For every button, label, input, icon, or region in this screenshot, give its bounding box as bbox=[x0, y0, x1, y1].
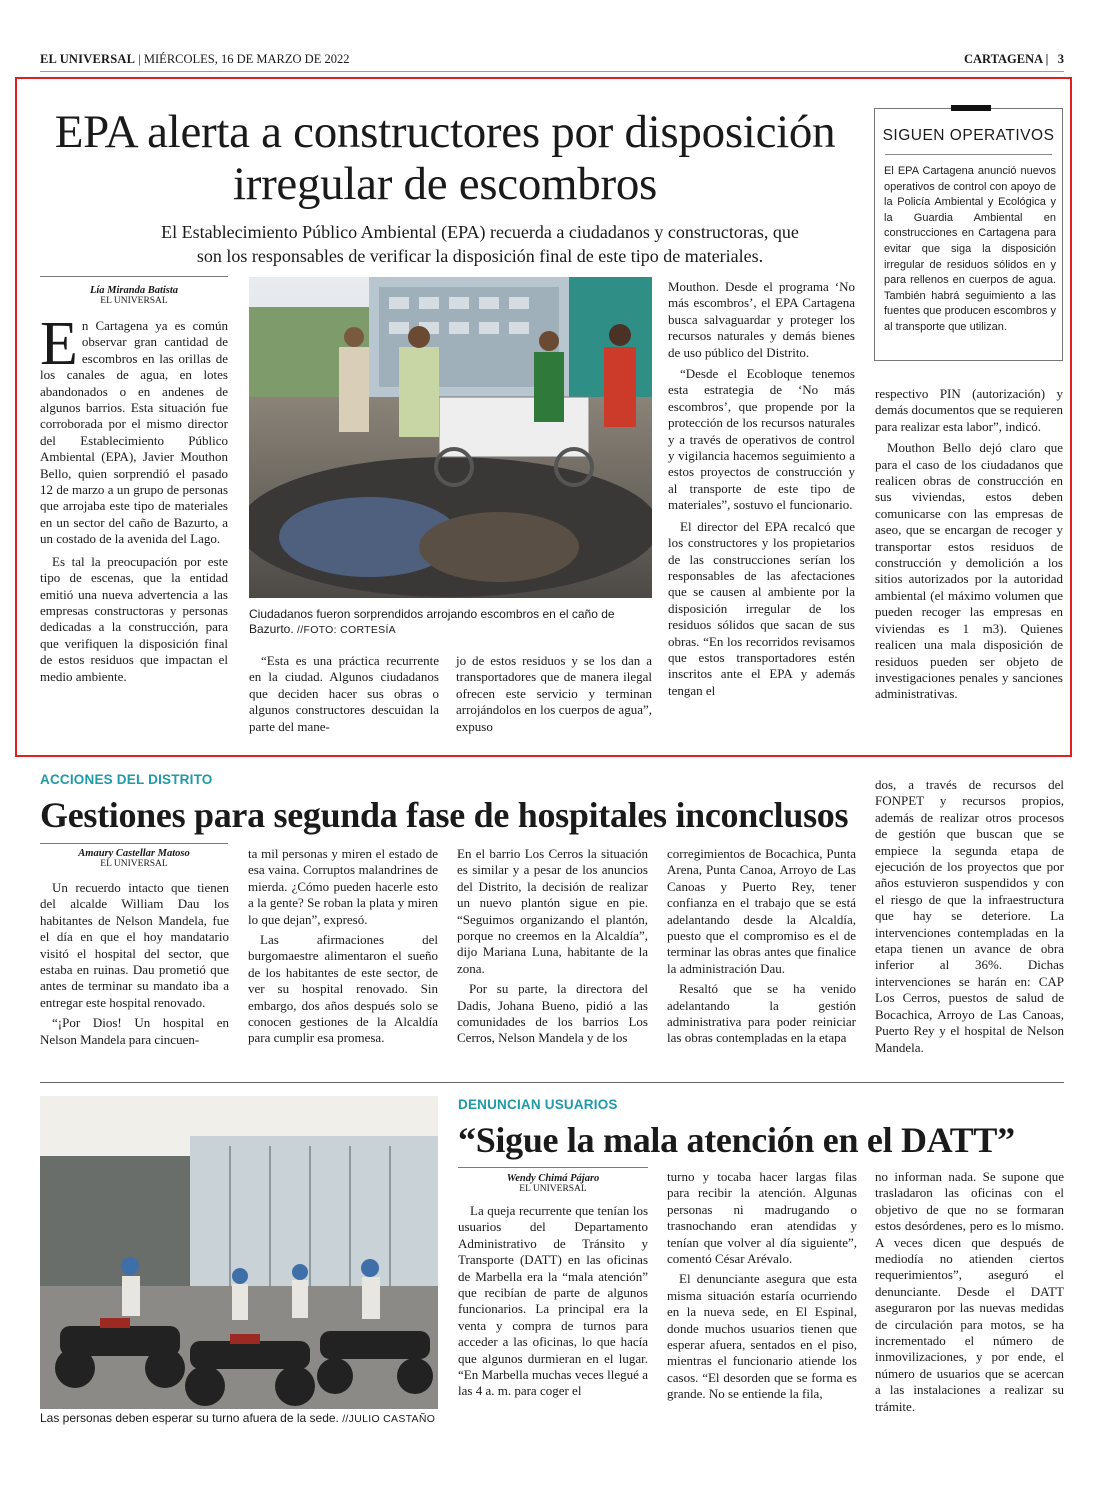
article2-paragraph: Resaltó que se ha venido adelantando la gestión administrativa para poder reiniciar las obras contempladas en la etapa bbox=[667, 981, 856, 1046]
article3-paragraph: no informan nada. Se supone que trasladaron las oficinas con el objetivo de que no se formaran estos desórdenes, pero es lo mismo. A veces dicen que después de mediodía no atienden ciertos requerimientos”, aseguró el denunciante. Desde el DATT aseguraron por las nuevas medidas de circulación para motos, se ha incrementado el número de inmovilizaciones, y por ende, el número de usuarios que se acercan a las instalaciones a realizar su trámite. bbox=[875, 1169, 1064, 1414]
masthead-divider: | bbox=[138, 52, 144, 66]
article1-paragraph: Mouthon. Desde el programa ‘No más escombros’, el EPA Cartagena busca salvaguardar y proteger los recursos naturales y demás bienes de uso público del Distrito. bbox=[668, 279, 855, 360]
caption-text: Las personas deben esperar su turno afuera de la sede. bbox=[40, 1411, 339, 1425]
masthead-left bbox=[40, 52, 349, 67]
drop-cap: E bbox=[40, 310, 78, 378]
masthead-rule bbox=[40, 71, 1064, 72]
article2-paragraph: corregimientos de Bocachica, Punta Arena, Punta Canoa, Arroyo de Las Canoas y Puerto Rey, tener confianza en el trabajo que se está adelantando desde la Alcaldía, puesto que el compromiso es el de terminar las obras antes que finalice la administración Dau. bbox=[667, 846, 856, 976]
article1-byline bbox=[40, 285, 228, 307]
article3-headline: “Sigue la mala atención en el DATT” bbox=[458, 1120, 1015, 1160]
article2-column-3 bbox=[457, 846, 648, 1047]
author-name: Wendy Chimá Pájaro bbox=[506, 1173, 600, 1184]
article3-paragraph: El denunciante asegura que esta misma situación estaría ocurriendo en la nueva sede, en El Espinal, donde muchos usuarios tienen que esperar afuera, sentados en el piso, mientras el funcionario atiende los casos. “El desorden que se forma es grande. No se entiende la fila, bbox=[667, 1271, 857, 1402]
photo-credit: //JULIO CASTAÑO bbox=[342, 1413, 436, 1425]
paragraph-text: n Cartagena ya es común observar gran cantidad de escombros en las orillas de los canales de agua, en lotes abandonados o en andenes de algunos barrios. Esta situación fue corroborada por el mismo director del Establecimiento Público Ambiental (EPA), Javier Mouthon Bello, quien sorprendió el pasado 12 de marzo a un grupo de personas que arrojaba este tipo de materiales en un sector del caño de Bazurto, a un costado de la avenida del Lago. bbox=[40, 318, 228, 547]
article2-paragraph: Un recuerdo intacto que tienen del alcalde William Dau los habitantes de Nelson Mandela, fue el día en que el hoy mandatario visitó el hospital del sector, que estaba en ruinas. Dau prometió que antes de terminar su mandato iba a entregar este hospital renovado. bbox=[40, 880, 229, 1010]
article2-column-4 bbox=[667, 846, 856, 1047]
article2-paragraph: En el barrio Los Cerros la situación es similar y a pesar de los anuncios del Distrito, la decisión de realizar un nuevo plantón sigue en pie. “Seguimos organizando el plantón, porque no creemos en la Alcaldía”, dijo Mariana Luna, habitante de la zona. bbox=[457, 846, 648, 976]
article1-column-1 bbox=[40, 310, 228, 685]
article1-photo-caption bbox=[249, 607, 652, 638]
article1-paragraph: respectivo PIN (autorización) y demás documentos que se requieren para realizar esta labor”, indicó. bbox=[875, 386, 1063, 434]
article2-paragraph: ta mil personas y miren el estado de esa vaina. Corruptos malandrines de mierda. ¿Cómo pueden hacerle esto a la gente? Se roban la plata y miren lo que dejan”, expresó. bbox=[248, 846, 438, 927]
article1-column-2 bbox=[249, 653, 439, 735]
article3-byline bbox=[458, 1173, 648, 1195]
article1-column-5 bbox=[875, 386, 1063, 703]
issue-date: MIÉRCOLES, 16 DE MARZO DE 2022 bbox=[143, 52, 350, 66]
article3-paragraph: turno y tocaba hacer largas filas para recibir la atención. Algunas personas ni madrugando o trasnochando eran atendidas y tenían que volver al día siguiente”, comentó César Arévalo. bbox=[667, 1169, 857, 1267]
article2-paragraph: “¡Por Dios! Un hospital en Nelson Mandela para cincuen- bbox=[40, 1015, 229, 1047]
byline-rule bbox=[458, 1167, 648, 1168]
sidebar-accent-bar bbox=[951, 105, 991, 111]
section-name: CARTAGENA bbox=[963, 52, 1043, 66]
article1-paragraph: El director del EPA recalcó que los constructores y los propietarios de las construcciones serían los responsables de las afectaciones que se causen al ambiente por la disposición irregular de los residuos sólidos que sacan de sus obras. “En los recorridos revisamos que estos transportadores estén inscritos ante el EPA y además tengan el bbox=[668, 518, 855, 698]
article2-column-5 bbox=[875, 777, 1064, 1056]
page-number: 3 bbox=[1057, 52, 1064, 66]
article3-paragraph: La queja recurrente que tenían los usuarios del Departamento Administrativo de Tránsito y Transporte (DATT) en las oficinas de Marbella era la “mala atención” que recibían de parte de algunos funcionarios. La principal era la venta y compra de turnos para acceder a las oficinas, lo que hacía que algunos durmieran en el lugar. “En Marbella muchas veces llegué a las 4 a. m. para coger el bbox=[458, 1203, 648, 1399]
author-name: Lía Miranda Batista bbox=[89, 285, 179, 296]
masthead bbox=[40, 52, 1064, 70]
article2-paragraph: dos, a través de recursos del FONPET y recursos propios, además de realizar otros procesos de gestión que buscan que se empiece la segunda etapa de ejecución de los proyectos que por años estuvieron suspendidos y con el riesgo de que la infraestructura que hay se deteriore. La intervenciones contempladas en la etapa tienen un avance de obra inferior al 36%. Dichas intervenciones se harán en: CAP Los Cerros, puestos de salud de Bocachica, Arroyo de Las Canoas, Puerto Rey y el hospital de Nelson Mandela. bbox=[875, 777, 1064, 1055]
article2-paragraph: Las afirmaciones del burgomaestre alimentaron el sueño de los habitantes de este sector, de ver su hospital renovado. Sin embargo, dos años después solo se conocen gestiones de la Alcaldía para cumplir esa promesa. bbox=[248, 932, 438, 1046]
escombros-photo-illustration bbox=[249, 277, 652, 598]
author-org: EL UNIVERSAL bbox=[519, 1184, 587, 1194]
article1-column-3 bbox=[456, 653, 652, 735]
article3-photo-caption bbox=[40, 1411, 460, 1427]
article1-paragraph: “Esta es una práctica recurrente en la ciudad. Algunos ciudadanos que deciden hacer sus obras o algunos constructores descuidan la parte del mane- bbox=[249, 653, 439, 734]
author-org: EL UNIVERSAL bbox=[100, 296, 168, 306]
article1-deck: El Establecimiento Público Ambiental (EPA) recuerda a ciudadanos y constructoras, que son los responsables de verificar la disposición final de este tipo de materiales. bbox=[161, 222, 799, 266]
article1-photo bbox=[249, 277, 652, 598]
article3-column-3 bbox=[875, 1169, 1064, 1415]
photo-credit: //FOTO: CORTESÍA bbox=[297, 624, 396, 636]
article2-column-2 bbox=[248, 846, 438, 1047]
article1-paragraph: jo de estos residuos y se los dan a transportadores que de manera ilegal ofrecen este servicio y terminan arrojándolos en los cuerpos de agua”, expuso bbox=[456, 653, 652, 734]
article1-paragraph bbox=[40, 310, 228, 548]
byline-rule bbox=[40, 276, 228, 277]
article1-column-4 bbox=[668, 279, 855, 699]
article3-column-2 bbox=[667, 1169, 857, 1403]
article1-paragraph: Es tal la preocupación por este tipo de escenas, que la entidad emitió una nueva advertencia a las empresas constructoras y personas dedicadas a la construcción, para que verifiquen la disposición final de estos residuos que impactan el medio ambiente. bbox=[40, 553, 228, 684]
paper-name: EL UNIVERSAL bbox=[40, 52, 136, 66]
byline-rule bbox=[40, 843, 228, 844]
article3-kicker: DENUNCIAN USUARIOS bbox=[458, 1097, 618, 1112]
article1-paragraph: “Desde el Ecobloque tenemos esta estrategia de ‘No más escombros’, que propende por la protección de los recursos naturales y a través de operativos de control y vigilancia hacemos seguimiento a estos proyectos de construcción y al transporte de este tipo de materiales”, sostuvo el funcionario. bbox=[668, 366, 855, 513]
sidebar-title-rule bbox=[885, 154, 1052, 155]
masthead-right bbox=[964, 52, 1064, 67]
masthead-divider: | bbox=[1045, 52, 1055, 66]
sidebar-body: El EPA Cartagena anunció nuevos operativos de control con apoyo de la Policía Ambiental y Ecológica y la Guardia Ambiental en construcciones en Cartagena para evitar que siga la disposición irregular de residuos sólidos en y para rellenos en cuerpos de agua. También habrá seguimiento a las fuentes que producen escombros y al transporte que utilizan. bbox=[884, 165, 1056, 333]
article3-photo bbox=[40, 1096, 438, 1409]
article2-paragraph: Por su parte, la directora del Dadis, Johana Bueno, pidió a las comunidades de los barrios Los Cerros, Nelson Mandela y de los bbox=[457, 981, 648, 1046]
article1-paragraph: Mouthon Bello dejó claro que para el caso de los ciudadanos que realicen obras de construcción en sus viviendas, estos deben comunicarse con las empresas de aseo, que se encargan de recoger y transportar estos residuos de construcción y demolición a los sitios autorizados por la autoridad ambiental (el máximo volumen que pueden recoger las empresas en viviendas es 1 m3). Quienes realicen una mala disposición de residuos pueden ser objeto de investigaciones penales y sanciones administrativas. bbox=[875, 440, 1063, 702]
article2-byline bbox=[40, 848, 228, 870]
article1-headline: EPA alerta a constructores por disposición irregular de escombros bbox=[54, 106, 836, 210]
article3-column-1 bbox=[458, 1203, 648, 1400]
sidebar-title: SIGUEN OPERATIVOS bbox=[882, 127, 1055, 144]
article2-headline: Gestiones para segunda fase de hospitales inconclusos bbox=[40, 795, 849, 835]
datt-queue-photo-illustration bbox=[40, 1096, 438, 1409]
section-separator bbox=[40, 1082, 1064, 1083]
article2-kicker: ACCIONES DEL DISTRITO bbox=[40, 772, 213, 787]
article2-column-1 bbox=[40, 880, 229, 1048]
author-org: EL UNIVERSAL bbox=[100, 859, 168, 869]
sidebar-box bbox=[874, 108, 1063, 361]
author-name: Amaury Castellar Matoso bbox=[78, 848, 190, 859]
caption-text: Ciudadanos fueron sorprendidos arrojando escombros en el caño de Bazurto. bbox=[249, 607, 615, 636]
